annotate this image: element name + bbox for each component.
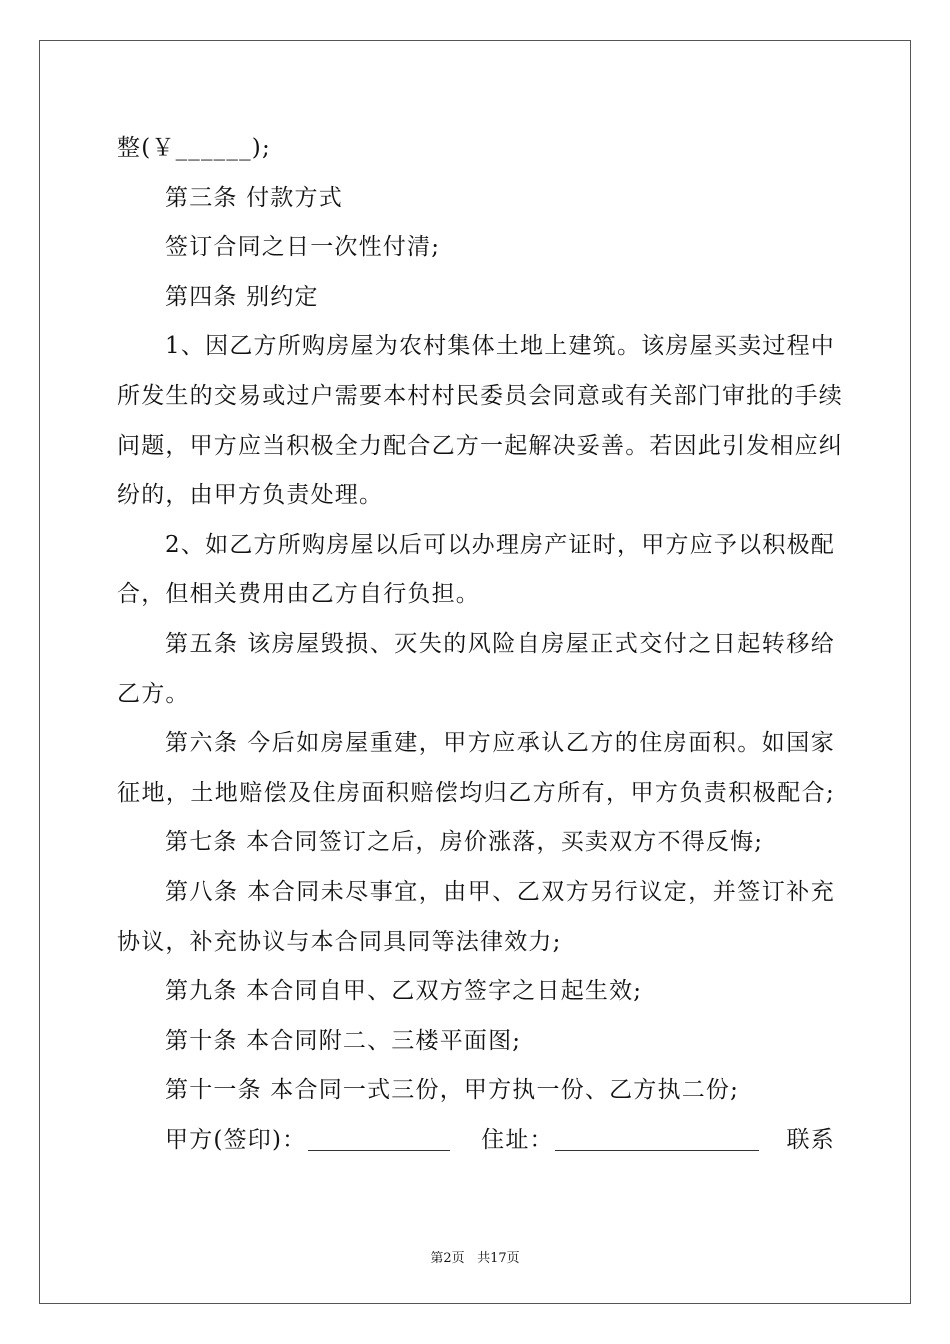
page-number: 2: [443, 1251, 452, 1266]
contact-label: 联系: [786, 1126, 835, 1153]
text-line: 签订合同之日一次性付清;: [165, 234, 441, 261]
party-a-label: 甲方(签印)：: [165, 1126, 307, 1153]
total-suffix: 页: [506, 1251, 520, 1266]
text-line: 第九条 本合同自甲、乙双方签字之日起生效;: [165, 978, 643, 1005]
text-line: 协议，补充协议与本合同具同等法律效力;: [117, 928, 562, 955]
text-line: 第八条 本合同未尽事宜，由甲、乙双方另行议定，并签订补充: [165, 878, 835, 905]
text-line: 征地，土地赔偿及住房面积赔偿均归乙方所有，甲方负责积极配合;: [117, 779, 835, 806]
contract-body: [117, 124, 843, 1165]
page-footer: [0, 1247, 950, 1266]
text-line: 第四条 别约定: [165, 283, 319, 310]
text-line: 纷的，由甲方负责处理。: [117, 482, 384, 509]
text-line: 第十一条 本合同一式三份，甲方执一份、乙方执二份;: [165, 1077, 740, 1104]
address-label: 住址：: [481, 1126, 554, 1153]
text-line: 第三条 付款方式: [165, 184, 343, 211]
page-prefix: 第: [430, 1251, 444, 1266]
address-field[interactable]: [555, 1130, 759, 1151]
total-prefix: 共: [477, 1251, 491, 1266]
text-line: 问题，甲方应当积极全力配合乙方一起解决妥善。若因此引发相应纠: [117, 432, 843, 459]
party-a-signature-field[interactable]: [308, 1130, 450, 1151]
text-line: 整(￥______);: [117, 135, 271, 161]
text-line: 第七条 本合同签订之后，房价涨落，买卖双方不得反悔;: [165, 829, 764, 856]
text-line: 第十条 本合同附二、三楼平面图;: [165, 1027, 522, 1054]
signature-line: [117, 1116, 835, 1166]
text-line: 2、如乙方所购房屋以后可以办理房产证时，甲方应予以积极配: [165, 531, 835, 558]
text-line: 第六条 今后如房屋重建，甲方应承认乙方的住房面积。如国家: [165, 730, 835, 757]
text-line: 所发生的交易或过户需要本村村民委员会同意或有关部门审批的手续: [117, 382, 843, 409]
text-line: 乙方。: [117, 680, 190, 707]
page-suffix: 页: [451, 1251, 465, 1266]
total-pages: 17: [490, 1251, 507, 1266]
text-line: 1、因乙方所购房屋为农村集体土地上建筑。该房屋买卖过程中: [165, 333, 835, 360]
text-line: 合，但相关费用由乙方自行负担。: [117, 581, 480, 608]
text-line: 第五条 该房屋毁损、灭失的风险自房屋正式交付之日起转移给: [165, 630, 835, 657]
